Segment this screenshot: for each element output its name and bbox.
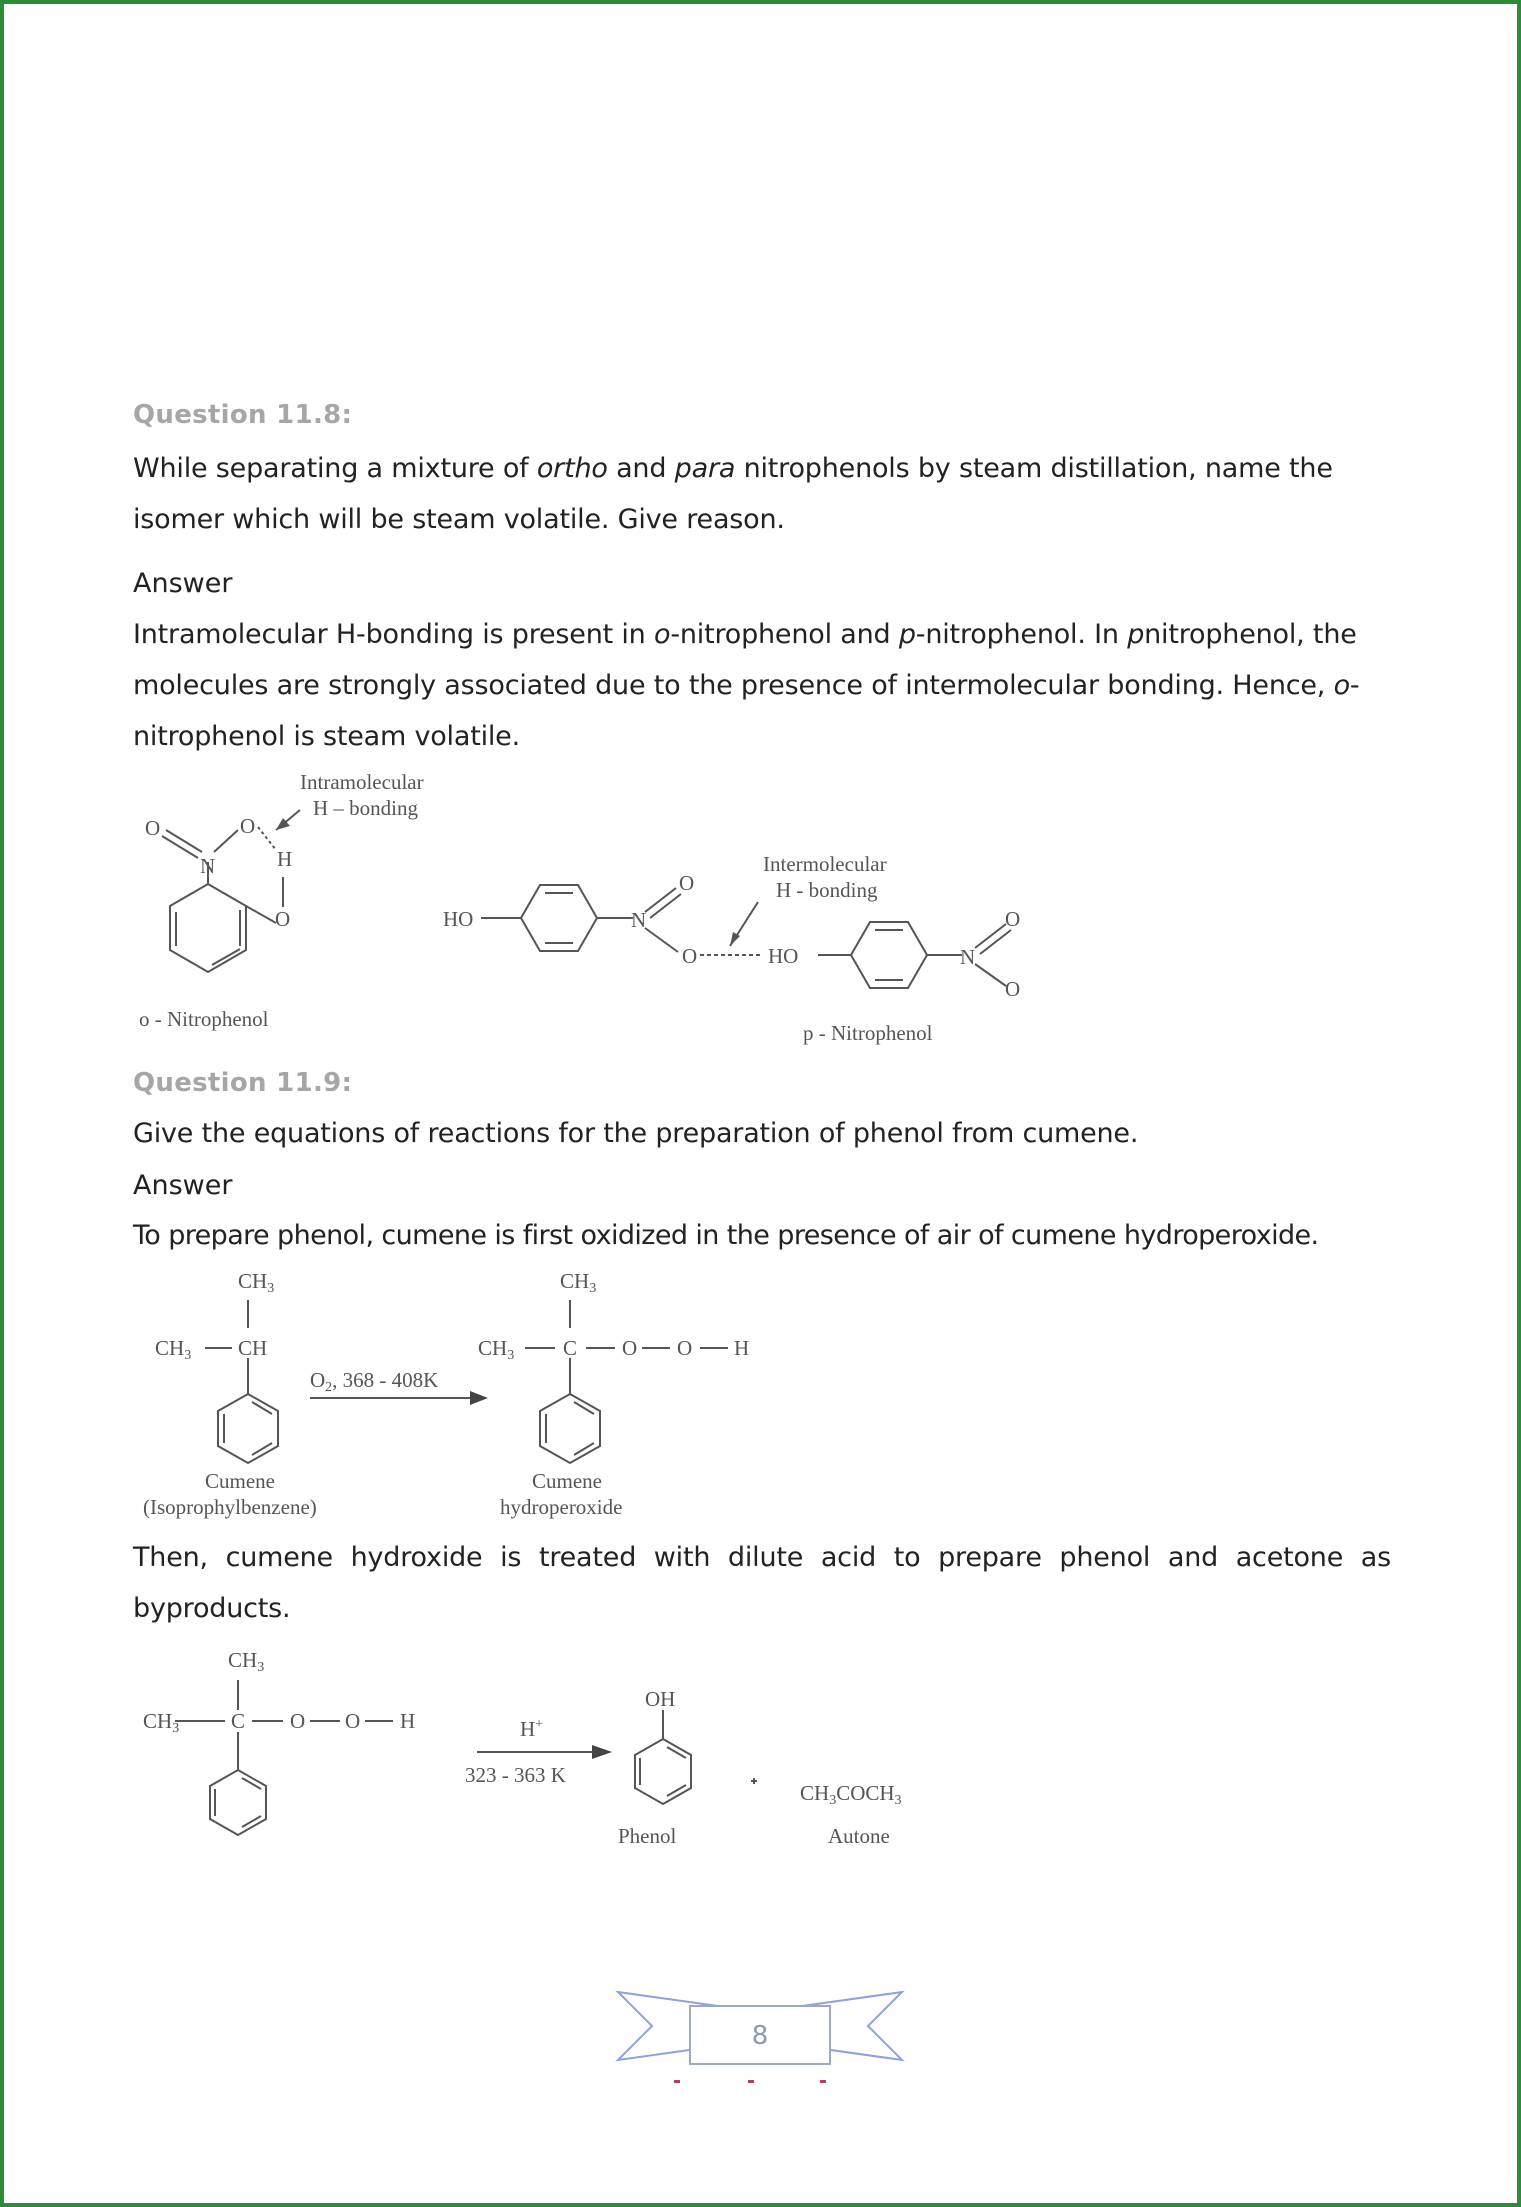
svg-text:O: O [677,1336,693,1360]
svg-text:O: O [240,814,256,838]
question-text-11-8 [133,443,1391,545]
text-run-italic: ortho [536,453,608,484]
svg-text:CH3COCH3: CH3COCH3 [800,1781,902,1808]
svg-text:H - bonding: H - bonding [776,878,878,902]
text-run-italic: o [653,619,671,650]
text-run: nitrophenol, the molecules are strongly associated due to the presence of intermolecular bonding. Hence, [133,619,1357,701]
question-title-11-9: Question 11.9: [133,1068,353,1098]
svg-text:Cumene: Cumene [205,1469,275,1493]
answer-label-11-8: Answer [133,568,233,599]
svg-text:H: H [277,847,293,871]
svg-text:O: O [290,1709,306,1733]
svg-text:H – bonding: H – bonding [313,796,418,820]
svg-text:O: O [1005,907,1021,931]
text-run: and [607,453,675,484]
svg-text:Phenol: Phenol [618,1824,677,1848]
svg-text:CH3: CH3 [155,1336,192,1363]
svg-text:HO: HO [443,907,474,931]
svg-text:C: C [563,1336,578,1360]
svg-text:CH3: CH3 [560,1269,597,1296]
phenol-formation-reaction [133,1640,953,1870]
text-run: While separating a mixture of [133,453,537,484]
text-run: -nitrophenol is steam volatile. [133,670,1360,752]
text-run: -nitrophenol and [670,619,899,650]
svg-text:CH3: CH3 [478,1336,515,1363]
svg-text:Intramolecular: Intramolecular [300,770,424,794]
svg-text:H: H [400,1709,416,1733]
nitrophenol-hbonding-figure [133,765,1033,1055]
svg-text:O: O [345,1709,361,1733]
svg-text:OH: OH [645,1687,676,1711]
svg-text:CH3: CH3 [228,1648,265,1675]
svg-text:p - Nitrophenol: p - Nitrophenol [803,1021,933,1045]
cumene-oxidation-reaction [133,1262,833,1532]
svg-text:N: N [631,908,647,932]
svg-text:CH3: CH3 [238,1269,275,1296]
text-run: -nitrophenol. In [915,619,1128,650]
text-run: Intramolecular H-bonding is present in [133,619,654,650]
svg-text:O: O [622,1336,638,1360]
svg-text:O: O [682,944,698,968]
svg-text:O: O [145,816,161,840]
svg-text:Autone: Autone [828,1824,890,1848]
page-number: 8 [751,2021,769,2051]
svg-text:HO: HO [768,944,799,968]
answer-label-11-9: Answer [133,1170,233,1201]
svg-text:O: O [1005,977,1021,1001]
svg-text:H: H [734,1336,750,1360]
question-text-11-9: Give the equations of reactions for the preparation of phenol from cumene. [133,1118,1139,1149]
svg-text:CH: CH [238,1336,268,1360]
answer-text-11-8 [133,609,1391,762]
text-run-italic: o [1333,670,1350,701]
text-run-italic: p [898,619,916,650]
svg-text:Cumene: Cumene [532,1469,602,1493]
svg-text:H+: H+ [520,1717,544,1741]
svg-text:N: N [960,945,976,969]
question-title-11-8: Question 11.8: [133,400,353,430]
text-run: nitrophenols by steam distillation, name the isomer which will be steam volatile. Give reason. [133,453,1333,535]
svg-text:(Isoprophylbenzene): (Isoprophylbenzene) [143,1495,317,1519]
svg-text:323 - 363 K: 323 - 363 K [465,1763,566,1787]
svg-text:O2, 368 - 408K: O2, 368 - 408K [310,1368,439,1395]
svg-text:C: C [231,1709,246,1733]
answer-text-11-9-part2: Then, cumene hydroxide is treated with dilute acid to prepare phenol and acetone as byproducts. [133,1542,1391,1624]
svg-text:Intermolecular: Intermolecular [763,852,887,876]
svg-text:O: O [275,907,291,931]
svg-text:o - Nitrophenol: o - Nitrophenol [139,1007,269,1031]
text-run-italic: para [674,453,736,484]
svg-text:hydroperoxide: hydroperoxide [500,1495,623,1519]
svg-text:N: N [200,854,216,878]
text-run-italic: p [1127,619,1145,650]
svg-text:O: O [679,871,695,895]
page-number-ribbon [612,1984,908,2094]
answer-text-11-9-part1: To prepare phenol, cumene is first oxidized in the presence of air of cumene hydroperoxide. [133,1220,1319,1251]
svg-text:CH3: CH3 [143,1709,180,1736]
